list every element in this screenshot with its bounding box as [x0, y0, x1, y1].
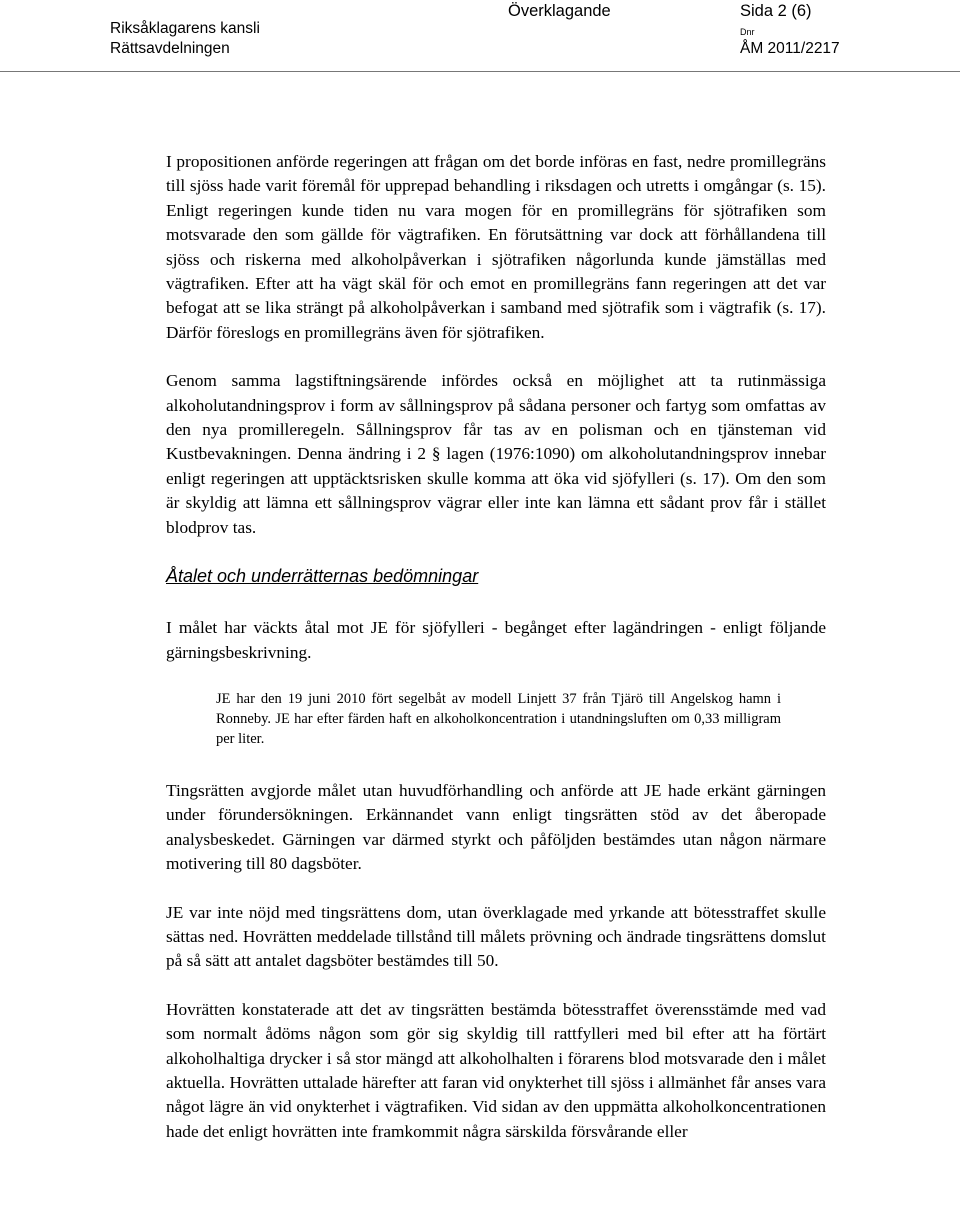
document-type: Överklagande [508, 2, 611, 20]
paragraph-2: Genom samma lagstiftningsärende infördes också en möjlighet att ta rutinmässiga alkoholutandningsprov i form av sållningsprov på sådana personer och fartyg som omfattas av den nya promilleregeln. Sållningsprov får tas av en polisman och en tjänsteman vid Kustbevakningen. Denna ändring i 2 § lagen (1976:1090) om alkoholutandningsprov innebar enligt regeringen att upptäcktsrisken skulle komma att öka vid sjöfylleri (s. 17). Om den som är skyldig att lämna ett sållningsprov vägrar eller inte kan lämna ett sådant prov får i stället blodprov tas. [166, 371, 826, 537]
department-name: Rättsavdelningen [110, 40, 230, 57]
document-body [166, 150, 826, 1168]
page-number: Sida 2 (6) [740, 2, 812, 20]
dnr-label: Dnr [740, 27, 755, 37]
org-name: Riksåklagarens kansli [110, 20, 260, 37]
paragraph-1: I propositionen anförde regeringen att frågan om det borde införas en fast, nedre promillegräns till sjöss hade varit föremål för upprepad behandling i riksdagen och utretts i omgångar (s. 15). Enligt regeringen kunde tiden nu vara mogen för en promillegräns för sjötrafiken som motsvarade den som gällde för vägtrafiken. En förutsättning var dock att förhållandena till sjöss och riskerna med alkoholpåverkan i sjötrafiken någorlunda kunde jämställas med vägtrafiken. Efter att ha vägt skäl för och emot en promillegräns fann regeringen att det var befogat att se lika strängt på alkoholpåverkan i samband med sjötrafik som i vägtrafik (s. 17). Därför föreslogs en promillegräns även för sjötrafiken. [166, 152, 826, 342]
paragraph-3: I målet har väckts åtal mot JE för sjöfylleri - begånget efter lagändringen - enligt följande gärningsbeskrivning. [166, 618, 826, 662]
indictment-quote: JE har den 19 juni 2010 fört segelbåt av modell Linjett 37 från Tjärö till Angelskog hamn i Ronneby. JE har efter färden haft en alkoholkoncentration i utandningsluften om 0,33 milligram per liter. [216, 690, 781, 747]
paragraph-5: JE var inte nöjd med tingsrättens dom, utan överklagade med yrkande att bötesstraffet skulle sättas ned. Hovrätten meddelade tillstånd till målets prövning och ändrade tingsrättens domslut på så sätt att antalet dagsböter bestämdes till 50. [166, 902, 826, 971]
paragraph-6: Hovrätten konstaterade att det av tingsrätten bestämda bötesstraffet överensstämde med vad som normalt ådöms någon som gör sig skyldig till rattfylleri med bil efter att ha förtärt alkoholhaltiga drycker i så stor mängd att alkoholhalten i förarens blod motsvarade den i målet aktuella. Hovrätten uttalade härefter att faran vid onykterhet till sjöss i allmänhet får anses vara något lägre än vid onykterhet i vägtrafiken. Vid sidan av den uppmätta alkoholkoncentrationen hade det enligt hovrätten inte framkommit några särskilda försvårande eller [166, 999, 826, 1141]
paragraph-4: Tingsrätten avgjorde målet utan huvudförhandling och anförde att JE hade erkänt gärningen under förundersökningen. Erkännandet vann enligt tingsrätten stöd av det åberopade analysbeskedet. Gärningen var därmed styrkt och påföljden bestämdes utan någon närmare motivering till 80 dagsböter. [166, 780, 826, 874]
case-number: ÅM 2011/2217 [740, 40, 840, 57]
header-divider [0, 71, 960, 72]
page-header [0, 0, 960, 70]
section-heading: Åtalet och underrätternas bedömningar [166, 566, 479, 587]
